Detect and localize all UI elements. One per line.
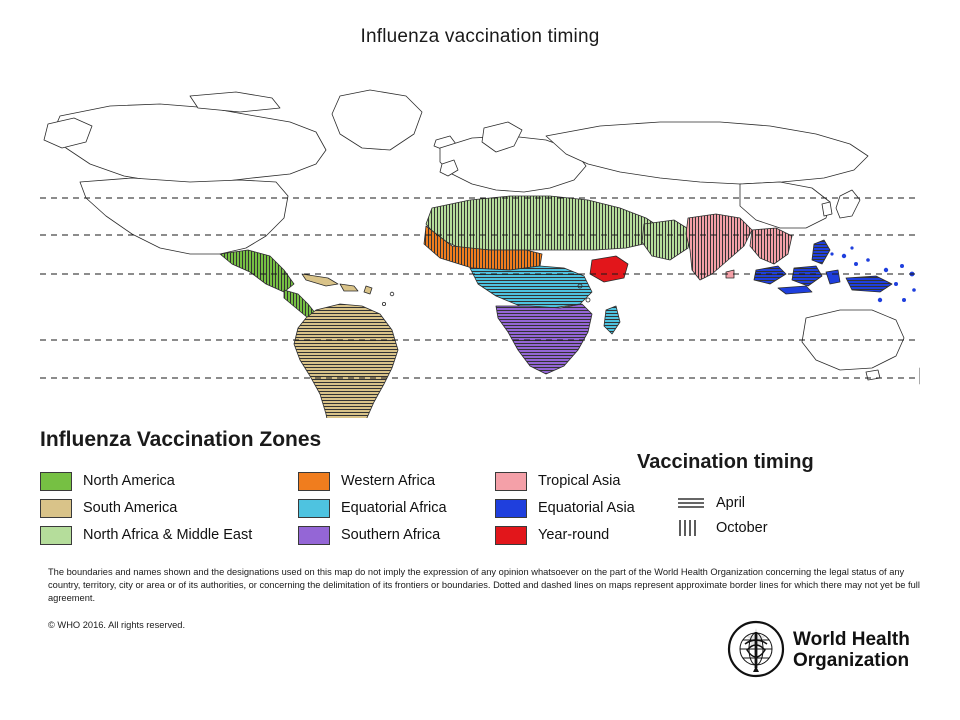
- swatch-north-africa-middle-east: [40, 526, 72, 545]
- swatch-tropical-asia: [495, 472, 527, 491]
- land-cuba: [302, 274, 338, 286]
- legend-column-3: [495, 468, 635, 549]
- legend-label-tropical-asia: Tropical Asia: [538, 473, 621, 489]
- swatch-year-round: [495, 526, 527, 545]
- legend-label-equatorial-africa: Equatorial Africa: [341, 500, 447, 516]
- who-wordmark-line1: World Health: [793, 629, 910, 651]
- timing-item-april: [677, 490, 768, 515]
- who-logo: [727, 620, 927, 682]
- vertical-lines-icon: [677, 519, 705, 537]
- legend-item-equatorial-asia: [495, 495, 635, 521]
- horizontal-lines-icon: [677, 494, 705, 512]
- page-title: Influenza vaccination timing: [360, 26, 600, 47]
- who-wordmark-line2: Organization: [793, 650, 910, 671]
- legend-label-north-america: North America: [83, 473, 175, 489]
- world-map: [40, 78, 920, 418]
- legend-label-north-africa-middle-east: North Africa & Middle East: [83, 527, 253, 543]
- legend-item-southern-africa: [298, 522, 447, 548]
- legend-label-south-america: South America: [83, 500, 178, 516]
- land-new-guinea-hatch: [846, 276, 892, 292]
- copyright-text: © WHO 2016. All rights reserved.: [48, 620, 186, 630]
- land-southern-africa-hatch: [496, 304, 592, 374]
- who-wordmark: [793, 630, 910, 671]
- timing-label-october: October: [716, 519, 768, 536]
- legend-item-year-round: [495, 522, 635, 548]
- legend-column-2: [298, 468, 447, 549]
- land-equatorial-africa-hatch: [470, 266, 592, 308]
- timing-legend: [677, 490, 768, 540]
- legend-heading: Influenza Vaccination Zones: [40, 428, 322, 451]
- legend-item-equatorial-africa: [298, 495, 447, 521]
- legend-label-year-round: Year-round: [538, 527, 610, 543]
- land-arabia-hatch: [642, 220, 690, 260]
- legend-label-southern-africa: Southern Africa: [341, 527, 441, 543]
- swatch-southern-africa: [298, 526, 330, 545]
- land-sulawesi: [826, 270, 840, 284]
- timing-heading: Vaccination timing: [637, 451, 814, 473]
- land-canada: [54, 104, 326, 184]
- timing-item-october: [677, 515, 768, 540]
- legend-item-western-africa: [298, 468, 447, 494]
- swatch-western-africa: [298, 472, 330, 491]
- legend-column-1: [40, 468, 252, 549]
- map-landmasses: [40, 90, 920, 418]
- land-hispaniola: [340, 284, 358, 291]
- land-usa: [80, 178, 288, 254]
- swatch-equatorial-africa: [298, 499, 330, 518]
- legend-item-tropical-asia: [495, 468, 635, 494]
- swatch-north-america: [40, 472, 72, 491]
- disclaimer-text: The boundaries and names shown and the designations used on this map do not imply the expression of any opinion whatsoever on the part of the World Health Organization concerning the legal status of any country, territory, city or area or of its authorities, or concerning the delimitation of its frontiers or boundaries. Dotted and dashed lines on maps represent approximate border lines for which there may not yet be full agreement.: [48, 567, 920, 604]
- land-east-asia: [740, 182, 830, 228]
- legend: [40, 428, 920, 548]
- land-java: [778, 286, 812, 294]
- legend-label-western-africa: Western Africa: [341, 473, 436, 489]
- land-indochina-hatch: [750, 228, 792, 264]
- land-greenland: [332, 90, 422, 150]
- land-year-round: [590, 256, 628, 282]
- land-south-america-hatch: [294, 304, 398, 418]
- land-mexico-hatch: [220, 250, 294, 292]
- land-tropical-asia-hatch: [686, 214, 752, 280]
- land-russia: [546, 122, 868, 184]
- legend-item-south-america: [40, 495, 252, 521]
- legend-item-north-america: [40, 468, 252, 494]
- legend-item-north-africa-middle-east: [40, 522, 252, 548]
- land-japan: [836, 190, 860, 218]
- who-emblem-icon: [727, 620, 785, 683]
- land-borneo-hatch: [792, 266, 822, 286]
- swatch-south-america: [40, 499, 72, 518]
- land-madagascar-hatch: [604, 306, 620, 334]
- legend-label-equatorial-asia: Equatorial Asia: [538, 500, 635, 516]
- land-lesser-antilles: [364, 286, 372, 294]
- land-korea: [822, 202, 832, 216]
- land-north-africa-hatch: [426, 196, 664, 250]
- timing-label-april: April: [716, 494, 746, 511]
- swatch-equatorial-asia: [495, 499, 527, 518]
